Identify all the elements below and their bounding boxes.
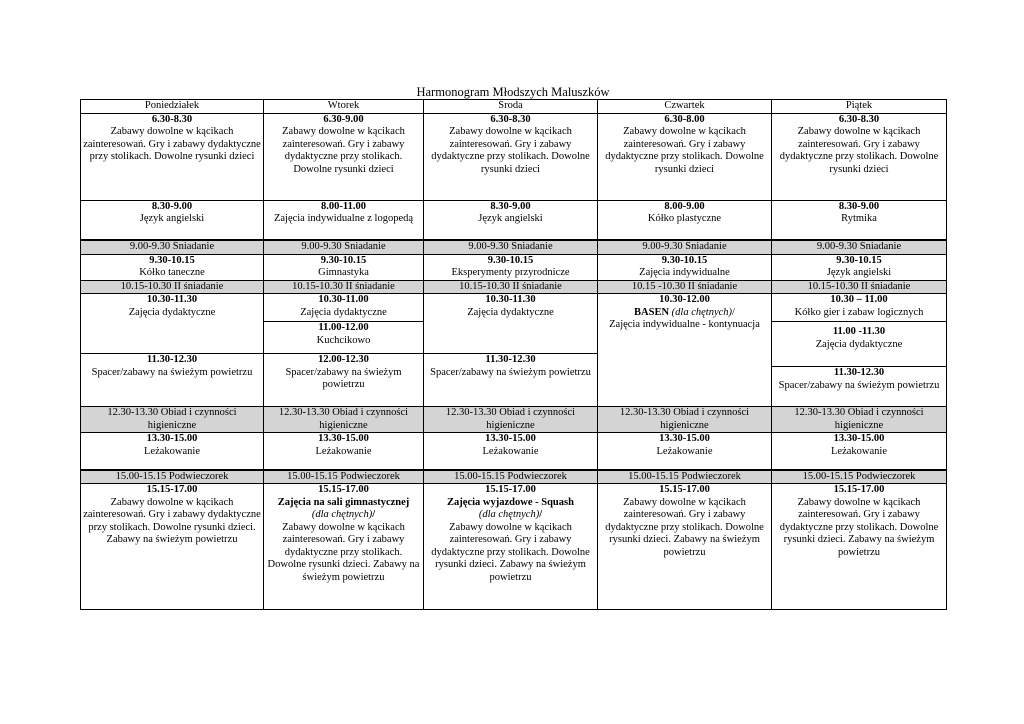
schedule-cell [772, 254, 947, 280]
activity-text: Zabawy dowolne w kącikach zainteresowań. Gry i zabawy dydaktyczne przy stolikach. Dowolne rysunki dzieci [605, 126, 764, 175]
extra-activity-label: Zajęcia na sali gimnastycznej [277, 496, 410, 508]
activity-text: Język angielski [478, 213, 543, 224]
lunch-cell: 12.30-13.30 Obiad i czynności higieniczne [598, 407, 772, 433]
table-row [81, 470, 947, 484]
breakfast-cell: 9.00-9.30 Śniadanie [264, 240, 424, 254]
page-title: Harmonogram Młodszych Maluszków [416, 85, 610, 99]
activity-text: Język angielski [139, 213, 205, 224]
snack-cell: 15.00-15.15 Podwieczorek [264, 470, 424, 484]
second-breakfast-cell: 10.15 -10.30 II śniadanie [598, 280, 772, 294]
slash-text: / [539, 509, 543, 520]
breakfast-cell: 9.00-9.30 Śniadanie [598, 240, 772, 254]
schedule-cell [424, 433, 598, 470]
schedule-cell-pool [598, 294, 772, 407]
table-row [81, 113, 947, 200]
schedule-cell [264, 433, 424, 470]
activity-text: Rytmika [841, 213, 877, 224]
schedule-cell [264, 113, 424, 200]
time-label: 6.30-8.30 [151, 113, 193, 125]
time-label: 11.00-12.00 [318, 322, 369, 333]
activity-text: Eksperymenty przyrodnicze [451, 267, 570, 278]
time-label: 15.15-17.00 [146, 484, 198, 495]
breakfast-cell: 9.00-9.30 Śniadanie [424, 240, 598, 254]
time-label: 9.30-10.15 [320, 254, 367, 266]
activity-text: Gimnastyka [318, 267, 369, 278]
activity-text: Zajęcia indywidualne - kontynuacja [609, 319, 760, 330]
schedule-cell [424, 113, 598, 200]
activity-text: Leżakowanie [482, 445, 539, 457]
activity-text: Zabawy dowolne w kącikach zainteresowań. Gry i zabawy dydaktyczne przy stolikach. Dowolne rysunki dzieci. Zabawy na świeżym powietrzu [605, 496, 764, 558]
day-header-monday: Poniedziałek [81, 100, 264, 114]
activity-text: Zabawy dowolne w kącikach zainteresowań. Gry i zabawy dydaktyczne przy stolikach. Dowolne rysunki dzieci. Zabawy na świeżym powietrzu [83, 496, 261, 545]
activity-text: Zajęcia indywidualne z logopedą [273, 213, 414, 224]
activity-text: Leżakowanie [315, 445, 372, 457]
activity-text: Zabawy dowolne w kącikach zainteresowań. Gry i zabawy dydaktyczne przy stolikach. Dowolne rysunki dzieci. Zabawy na świeżym powietrzu [779, 496, 939, 558]
table-row [81, 240, 947, 254]
time-label: 10.30-11.30 [146, 294, 198, 305]
day-header-tuesday: Wtorek [264, 100, 424, 114]
activity-text: Zabawy dowolne w kącikach zainteresowań. Gry i zabawy dydaktyczne przy stolikach. Dowolne rysunki dzieci. Zabawy na świeżym powietrzu [267, 521, 420, 583]
schedule-cell [81, 433, 264, 470]
time-label: 6.30-9.00 [323, 113, 364, 125]
activity-text: Zajęcia dydaktyczne [128, 306, 216, 318]
lunch-cell: 12.30-13.30 Obiad i czynności higieniczne [424, 407, 598, 433]
schedule-table [80, 99, 947, 610]
activity-text: Zabawy dowolne w kącikach zainteresowań. Gry i zabawy dydaktyczne przy stolikach. Dowolne rysunki dzieci [83, 126, 261, 162]
schedule-cell [772, 200, 947, 240]
activity-text: Zajęcia dydaktyczne [300, 306, 387, 318]
time-label: 11.00 -11.30 [832, 326, 886, 337]
time-label: 8.00-11.00 [321, 200, 366, 212]
activity-text: Zabawy dowolne w kącikach zainteresowań. Gry i zabawy dydaktyczne przy stolikach. Dowolne rysunki dzieci [779, 126, 939, 175]
schedule-cell [264, 322, 424, 354]
time-label: 6.30-8.00 [664, 113, 705, 125]
activity-text: Spacer/zabawy na świeżym powietrzu [430, 366, 591, 378]
snack-cell: 15.00-15.15 Podwieczorek [772, 470, 947, 484]
table-row [81, 254, 947, 280]
schedule-cell [772, 113, 947, 200]
day-header-wednesday: Środa [424, 100, 598, 114]
time-label: 8.30-9.00 [838, 200, 880, 212]
schedule-cell [424, 354, 598, 407]
schedule-cell [598, 113, 772, 200]
time-label: 12.00-12.30 [318, 354, 369, 365]
time-label: 11.30-12.30 [146, 354, 198, 365]
time-label: 10.30-11.00 [318, 294, 369, 305]
time-label: 15.15-17.00 [318, 484, 369, 495]
activity-text: Zabawy dowolne w kącikach zainteresowań. Gry i zabawy dydaktyczne przy stolikach. Dowolne rysunki dzieci. Zabawy na świeżym powietrzu [431, 521, 590, 583]
activity-text: Zabawy dowolne w kącikach zainteresowań. Gry i zabawy dydaktyczne przy stolikach. Dowolne rysunki dzieci [431, 126, 590, 175]
day-header-friday: Piątek [772, 100, 947, 114]
second-breakfast-cell: 10.15-10.30 II śniadanie [424, 280, 598, 294]
table-row [81, 484, 947, 610]
time-label: 13.30-15.00 [318, 433, 369, 444]
schedule-cell [424, 254, 598, 280]
time-label: 8.30-9.00 [151, 200, 193, 212]
activity-text: Leżakowanie [144, 445, 200, 457]
time-label: 10.30-11.30 [485, 294, 536, 305]
schedule-cell [598, 254, 772, 280]
schedule-cell [264, 484, 424, 610]
snack-cell: 15.00-15.15 Podwieczorek [81, 470, 264, 484]
schedule-cell [81, 113, 264, 200]
day-header-thursday: Czwartek [598, 100, 772, 114]
schedule-cell [598, 433, 772, 470]
time-label: 10.30-12.00 [659, 294, 710, 305]
schedule-cell [772, 322, 947, 367]
schedule-cell [424, 294, 598, 354]
time-label: 9.30-10.15 [487, 254, 534, 266]
breakfast-cell: 9.00-9.30 Śniadanie [81, 240, 264, 254]
time-label: 13.30-15.00 [146, 433, 198, 444]
lunch-cell: 12.30-13.30 Obiad i czynności higieniczne [81, 407, 264, 433]
extra-activity-label: Zajęcia wyjazdowe - Squash [447, 496, 574, 508]
header-row [81, 100, 947, 114]
activity-text: Zajęcia dydaktyczne [467, 306, 554, 318]
schedule-cell [772, 484, 947, 610]
time-label: 15.15-17.00 [833, 484, 885, 495]
table-row [81, 200, 947, 240]
lunch-cell: 12.30-13.30 Obiad i czynności higieniczne [772, 407, 947, 433]
time-label: 9.30-10.15 [149, 254, 195, 266]
time-label: 11.30-12.30 [833, 367, 885, 378]
activity-text: Kuchcikowo [316, 334, 371, 346]
schedule-cell [424, 200, 598, 240]
activity-text: Kółko gier i zabaw logicznych [794, 306, 924, 318]
time-label: 15.15-17.00 [659, 484, 710, 495]
schedule-cell [264, 354, 424, 407]
activity-text: Kółko taneczne [139, 267, 205, 278]
time-label: 8.00-9.00 [664, 200, 705, 212]
time-label: 13.30-15.00 [833, 433, 885, 444]
schedule-cell [598, 200, 772, 240]
second-breakfast-cell: 10.15-10.30 II śniadanie [264, 280, 424, 294]
slash-text: / [372, 509, 376, 520]
breakfast-cell: 9.00-9.30 Śniadanie [772, 240, 947, 254]
schedule-cell [772, 294, 947, 322]
activity-text: Spacer/zabawy na świeżym powietrzu [91, 366, 253, 378]
time-label: 13.30-15.00 [485, 433, 536, 444]
schedule-cell [81, 294, 264, 354]
schedule-cell [81, 254, 264, 280]
schedule-cell [264, 254, 424, 280]
pool-label: BASEN [634, 306, 670, 318]
time-label: 9.30-10.15 [661, 254, 708, 266]
schedule-cell [264, 294, 424, 322]
activity-text: Zajęcia indywidualne [639, 267, 730, 278]
second-breakfast-cell: 10.15-10.30 II śniadanie [772, 280, 947, 294]
time-label: 8.30-9.00 [490, 200, 531, 212]
slash-text: / [732, 306, 735, 318]
activity-text: Leżakowanie [656, 445, 713, 457]
activity-text: Zabawy dowolne w kącikach zainteresowań. Gry i zabawy dydaktyczne przy stolikach. Dowolne rysunki dzieci [282, 126, 405, 175]
activity-text: Spacer/zabawy na świeżym powietrzu [778, 379, 940, 391]
snack-cell: 15.00-15.15 Podwieczorek [598, 470, 772, 484]
activity-text: Leżakowanie [831, 445, 887, 457]
schedule-cell [424, 484, 598, 610]
time-label: 11.30-12.30 [485, 354, 536, 365]
optional-note: (dla chętnych) [311, 509, 373, 520]
table-row [81, 433, 947, 470]
schedule-cell [772, 433, 947, 470]
activity-text: Zajęcia dydaktyczne [815, 338, 903, 350]
optional-note: (dla chętnych) [478, 509, 540, 520]
table-row [81, 407, 947, 433]
time-label: 10.30 – 11.00 [830, 294, 888, 305]
activity-text: Spacer/zabawy na świeżym powietrzu [285, 366, 402, 390]
time-label: 6.30-8.30 [490, 113, 531, 125]
time-label: 6.30-8.30 [838, 113, 880, 125]
table-row [81, 294, 947, 322]
activity-text: Język angielski [826, 267, 892, 278]
snack-cell: 15.00-15.15 Podwieczorek [424, 470, 598, 484]
table-row [81, 280, 947, 294]
schedule-cell [81, 200, 264, 240]
schedule-cell [772, 367, 947, 407]
lunch-cell: 12.30-13.30 Obiad i czynności higieniczne [264, 407, 424, 433]
schedule-cell [264, 200, 424, 240]
schedule-cell [81, 354, 264, 407]
time-label: 13.30-15.00 [659, 433, 710, 444]
second-breakfast-cell: 10.15-10.30 II śniadanie [81, 280, 264, 294]
time-label: 15.15-17.00 [485, 484, 536, 495]
time-label: 9.30-10.15 [836, 254, 882, 266]
schedule-cell [81, 484, 264, 610]
activity-text: Kółko plastyczne [647, 213, 722, 224]
pool-note: (dla chętnych) [671, 306, 733, 318]
schedule-cell [598, 484, 772, 610]
